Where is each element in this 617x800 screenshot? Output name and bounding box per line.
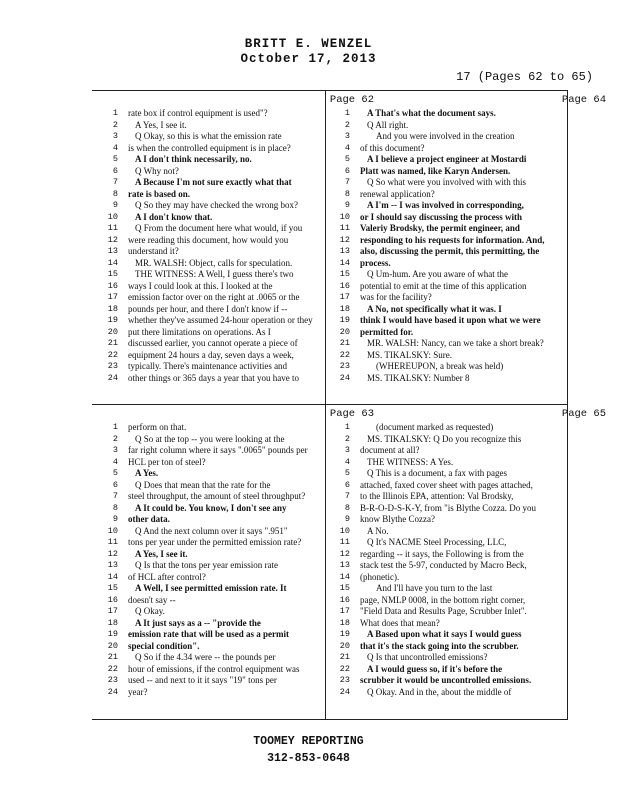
deposition-date: October 17, 2013: [240, 52, 377, 66]
line-text: to the Illinois EPA, attention: Val Brodsky,: [360, 491, 514, 501]
line-text: What does that mean?: [360, 617, 440, 628]
line-number: 12: [107, 548, 118, 559]
page-label: Page 62: [329, 94, 374, 106]
reporting-phone: 312-853-0648: [267, 752, 350, 765]
line-number: 16: [107, 280, 118, 291]
line-number: 22: [339, 663, 350, 674]
transcript-line: [332, 572, 612, 584]
line-text: Q From the document here what would, if you: [135, 223, 303, 233]
transcript-line: [332, 235, 612, 247]
transcript-line: [332, 652, 612, 664]
transcript-line: [332, 526, 612, 538]
line-number: 3: [112, 445, 118, 455]
line-number: 7: [112, 177, 118, 187]
line-text: A Well, I see permitted emission rate. It: [135, 583, 287, 593]
line-text: (phonetic).: [360, 571, 400, 582]
line-number: 13: [107, 246, 118, 256]
line-number: 11: [107, 537, 118, 547]
line-number: 4: [112, 456, 118, 467]
line-text: THE WITNESS: A Well, I guess there's two: [135, 269, 294, 279]
line-text: Q So what were you involved with with this: [367, 177, 526, 187]
line-number: 6: [344, 165, 350, 176]
line-text: Q Okay.: [135, 606, 165, 616]
line-number: 13: [339, 560, 350, 570]
line-number: 17: [107, 292, 118, 302]
transcript-line: [332, 373, 612, 385]
line-number: 21: [339, 652, 350, 662]
transcript-line: [332, 281, 612, 293]
line-number: 1: [344, 108, 350, 118]
line-number: 20: [339, 326, 350, 337]
transcript-line: [332, 200, 612, 212]
line-text: hour of emissions, if the control equipment was: [128, 663, 300, 674]
line-number: 13: [107, 560, 118, 570]
line-text: permitted for.: [360, 326, 414, 337]
line-text: scrubber it would be uncontrolled emissions.: [360, 675, 532, 685]
line-number: 3: [344, 445, 350, 455]
transcript-line: [332, 422, 612, 434]
line-number: 17: [107, 606, 118, 616]
line-number: 15: [107, 269, 118, 279]
line-text: A It could be. You know, I don't see any: [135, 502, 287, 513]
line-number: 1: [112, 108, 118, 118]
line-number: 24: [339, 686, 350, 697]
bottom-rule: [92, 719, 568, 720]
line-number: 17: [339, 606, 350, 616]
line-text: A I'm -- I was involved in corresponding,: [367, 200, 524, 210]
page-label: Page 64: [561, 94, 606, 106]
line-number: 22: [107, 349, 118, 360]
transcript-line: [332, 641, 612, 653]
line-number: 3: [112, 131, 118, 141]
line-text: stack test the 5-97, conducted by Macro Beck,: [360, 560, 527, 570]
transcript-line: [332, 560, 612, 572]
line-text: Platt was named, like Karyn Andersen.: [360, 165, 511, 176]
transcript-line: [332, 480, 612, 492]
line-number: 17: [339, 292, 350, 302]
line-text: that it's the stack going into the scrubber.: [360, 640, 519, 651]
line-number: 7: [344, 491, 350, 501]
line-number: 9: [344, 514, 350, 524]
line-text: renewal application?: [360, 188, 435, 199]
transcript-line: [332, 350, 612, 362]
line-text: A I believe a project engineer at Mostardi: [367, 154, 527, 164]
line-number: 24: [107, 686, 118, 697]
transcript-line: [332, 445, 612, 457]
line-number: 14: [107, 257, 118, 268]
line-text: know Blythe Cozza?: [360, 514, 435, 524]
line-number: 12: [339, 548, 350, 559]
transcript-line: [332, 618, 612, 630]
line-number: 6: [112, 479, 118, 490]
line-text: also, discussing the permit, this permitting, the: [360, 246, 540, 256]
line-text: MR. WALSH: Nancy, can we take a short break?: [367, 338, 544, 348]
line-text: A Yes.: [135, 468, 159, 478]
transcript-line: [332, 606, 612, 618]
transcript-page-65: [332, 406, 612, 710]
line-number: 12: [339, 234, 350, 245]
line-text: Q Okay, so this is what the emission rate: [135, 131, 282, 141]
line-text: A That's what the document says.: [367, 108, 496, 118]
line-number: 11: [339, 223, 350, 233]
line-text: whether they've assumed 24-hour operation or they: [128, 315, 313, 325]
line-number: 6: [344, 479, 350, 490]
line-number: 23: [107, 675, 118, 685]
line-number: 16: [339, 594, 350, 605]
line-text: ways I could look at this. I looked at the: [128, 280, 273, 291]
line-text: MS. TIKALSKY: Q Do you recognize this: [367, 433, 522, 444]
line-number: 5: [344, 154, 350, 164]
transcript-line: [332, 664, 612, 676]
line-text: Q So they may have checked the wrong box?: [135, 200, 298, 210]
line-number: 14: [339, 571, 350, 582]
line-text: Q All right.: [367, 119, 409, 130]
line-text: doesn't say --: [128, 594, 176, 605]
line-text: special condition".: [128, 640, 200, 651]
line-number: 18: [339, 617, 350, 628]
line-number: 1: [112, 422, 118, 432]
line-text: process.: [360, 257, 391, 268]
line-number: 15: [107, 583, 118, 593]
line-text: Q Is that uncontrolled emissions?: [367, 652, 488, 662]
transcript-line: [332, 583, 612, 595]
line-text: Q It's NACME Steel Processing, LLC,: [367, 537, 507, 547]
line-text: rate box if control equipment is used"?: [128, 108, 268, 118]
line-text: was for the facility?: [360, 292, 432, 302]
transcript-line: [332, 457, 612, 469]
line-number: 4: [112, 142, 118, 153]
line-number: 8: [344, 188, 350, 199]
line-number: 23: [339, 675, 350, 685]
transcript-line: [332, 514, 612, 526]
line-number: 22: [339, 349, 350, 360]
line-text: used -- and next to it it says "19" tons per: [128, 675, 277, 685]
line-text: perform on that.: [128, 422, 187, 432]
transcript-line: [332, 258, 612, 270]
line-text: Q And the next column over it says ".951": [135, 525, 288, 536]
line-text: A I don't think necessarily, no.: [135, 154, 252, 164]
line-text: Q Is that the tons per year emission rate: [135, 560, 278, 570]
line-text: regarding -- it says, the Following is from the: [360, 548, 524, 559]
line-text: "Field Data and Results Page, Scrubber Inlet".: [360, 606, 527, 616]
line-text: emission factor over on the right at .0065 or the: [128, 292, 300, 302]
line-text: other data.: [128, 514, 170, 524]
line-text: A Based upon what it says I would guess: [367, 629, 522, 639]
page-range: 17 (Pages 62 to 65): [456, 70, 593, 84]
line-text: THE WITNESS: A Yes.: [367, 456, 454, 467]
transcript-line: [332, 434, 612, 446]
line-text: equipment 24 hours a day, seven days a week,: [128, 349, 294, 360]
line-text: A Yes, I see it.: [135, 119, 187, 130]
line-text: put there limitations on operations. As I: [128, 326, 271, 337]
top-rule: [92, 90, 568, 91]
line-text: (document marked as requested): [376, 422, 494, 432]
line-number: 15: [339, 269, 350, 279]
line-number: 9: [112, 514, 118, 524]
transcript-line: [332, 189, 612, 201]
line-text: (WHEREUPON, a break was held): [376, 361, 504, 371]
line-number: 12: [107, 234, 118, 245]
line-number: 18: [107, 617, 118, 628]
line-number: 10: [339, 211, 350, 222]
line-text: A It just says as a -- "provide the: [135, 617, 261, 628]
transcript-line: [332, 292, 612, 304]
line-number: 8: [112, 188, 118, 199]
transcript-line: [332, 177, 612, 189]
line-text: steel throughput, the amount of steel throughput?: [128, 491, 306, 501]
line-number: 2: [344, 119, 350, 130]
line-text: B-R-O-D-S-K-Y, from "is Blythe Cozza. Do you: [360, 502, 536, 513]
line-text: potential to emit at the time of this application: [360, 280, 527, 291]
transcript-line: [332, 468, 612, 480]
line-number: 20: [339, 640, 350, 651]
line-text: document at all?: [360, 445, 420, 455]
line-number: 7: [112, 491, 118, 501]
line-text: A Because I'm not sure exactly what that: [135, 177, 292, 187]
line-number: 20: [107, 640, 118, 651]
line-number: 2: [344, 433, 350, 444]
line-text: were reading this document, how would you: [128, 234, 289, 245]
line-text: pounds per hour, and there I don't know if --: [128, 303, 288, 314]
line-number: 18: [339, 303, 350, 314]
line-number: 4: [344, 456, 350, 467]
transcript-line: [332, 166, 612, 178]
transcript-line: [332, 120, 612, 132]
transcript-line: [332, 629, 612, 641]
line-text: other things or 365 days a year that you have to: [128, 372, 299, 383]
line-number: 5: [112, 154, 118, 164]
line-number: 2: [112, 119, 118, 130]
line-number: 16: [107, 594, 118, 605]
line-text: understand it?: [128, 246, 179, 256]
line-number: 21: [339, 338, 350, 348]
line-number: 3: [344, 131, 350, 141]
line-number: 7: [344, 177, 350, 187]
line-text: Valeriy Brodsky, the permit engineer, and: [360, 223, 520, 233]
line-text: MS. TIKALSKY: Sure.: [367, 349, 453, 360]
line-number: 11: [107, 223, 118, 233]
transcript-line: [332, 315, 612, 327]
line-number: 1: [344, 422, 350, 432]
transcript-line: [332, 269, 612, 281]
transcript-line: [332, 223, 612, 235]
line-text: Q Why not?: [135, 165, 179, 176]
line-number: 23: [339, 361, 350, 371]
line-number: 14: [339, 257, 350, 268]
transcript-line: [332, 491, 612, 503]
line-text: Q This is a document, a fax with pages: [367, 468, 508, 478]
line-number: 19: [339, 315, 350, 325]
transcript-line: [332, 338, 612, 350]
line-number: 5: [112, 468, 118, 478]
line-text: or I should say discussing the process with: [360, 211, 522, 222]
line-text: And you were involved in the creation: [376, 131, 515, 141]
line-text: year?: [128, 686, 148, 697]
line-number: 6: [112, 165, 118, 176]
page-label: Page 65: [561, 408, 606, 420]
line-number: 10: [107, 525, 118, 536]
line-text: A I would guess so, if it's before the: [367, 663, 503, 674]
line-number: 9: [112, 200, 118, 210]
line-text: MS. TIKALSKY: Number 8: [367, 372, 470, 383]
line-text: MR. WALSH: Object, calls for speculation.: [135, 257, 293, 268]
deponent-name: BRITT E. WENZEL: [244, 37, 373, 51]
line-number: 8: [112, 502, 118, 513]
line-text: responding to his requests for information. And,: [360, 234, 545, 245]
line-number: 21: [107, 652, 118, 662]
line-text: Q Does that mean that the rate for the: [135, 479, 271, 490]
line-number: 11: [339, 537, 350, 547]
transcript-line: [332, 549, 612, 561]
line-number: 21: [107, 338, 118, 348]
middle-rule: [92, 404, 568, 405]
line-number: 16: [339, 280, 350, 291]
line-number: 19: [339, 629, 350, 639]
transcript-line: [332, 108, 612, 120]
transcript-line: [332, 212, 612, 224]
line-number: 23: [107, 361, 118, 371]
line-number: 10: [339, 525, 350, 536]
transcript-line: [332, 304, 612, 316]
line-number: 24: [339, 372, 350, 383]
transcript-line: [332, 246, 612, 258]
line-text: of HCL after control?: [128, 571, 206, 582]
line-number: 10: [107, 211, 118, 222]
line-number: 19: [107, 629, 118, 639]
page-label: Page 63: [329, 408, 374, 420]
line-number: 13: [339, 246, 350, 256]
line-text: A Yes, I see it.: [135, 548, 188, 559]
line-text: attached, faxed cover sheet with pages attached,: [360, 479, 533, 490]
transcript-line: [332, 143, 612, 155]
line-text: A No.: [367, 525, 389, 536]
line-number: 2: [112, 433, 118, 444]
line-number: 19: [107, 315, 118, 325]
line-number: 9: [344, 200, 350, 210]
line-text: Q So at the top -- you were looking at the: [135, 433, 285, 444]
line-number: 4: [344, 142, 350, 153]
line-text: of this document?: [360, 142, 425, 153]
transcript-line: [332, 327, 612, 339]
transcript-page-64: [332, 92, 612, 396]
line-text: Q So if the 4.34 were -- the pounds per: [135, 652, 276, 662]
line-text: far right column where it says ".0065" pounds per: [128, 445, 308, 455]
line-text: A No, not specifically what it was. I: [367, 303, 502, 314]
line-text: tons per year under the permitted emission rate?: [128, 537, 302, 547]
transcript-line: [332, 154, 612, 166]
line-number: 8: [344, 502, 350, 513]
transcript-line: [332, 687, 612, 699]
line-text: A I don't know that.: [135, 211, 213, 222]
transcript-line: [332, 361, 612, 373]
transcript-line: [332, 131, 612, 143]
line-number: 20: [107, 326, 118, 337]
line-text: Q Um-hum. Are you aware of what the: [367, 269, 508, 279]
line-number: 24: [107, 372, 118, 383]
reporting-company: TOOMEY REPORTING: [253, 735, 364, 748]
line-number: 22: [107, 663, 118, 674]
line-text: is when the controlled equipment is in place?: [128, 142, 291, 153]
line-number: 15: [339, 583, 350, 593]
line-number: 14: [107, 571, 118, 582]
transcript-line: [332, 503, 612, 515]
line-number: 5: [344, 468, 350, 478]
line-text: discussed earlier, you cannot operate a piece of: [128, 338, 298, 348]
line-text: page, NMLP 0008, in the bottom right corner,: [360, 594, 526, 605]
line-text: think I would have based it upon what we were: [360, 315, 541, 325]
line-text: HCL per ton of steel?: [128, 456, 206, 467]
line-text: rate is based on.: [128, 188, 191, 199]
line-number: 18: [107, 303, 118, 314]
line-text: emission rate that will be used as a permit: [128, 629, 289, 639]
transcript-line: [332, 595, 612, 607]
transcript-line: [332, 537, 612, 549]
line-text: typically. There's maintenance activities and: [128, 361, 288, 371]
line-text: And I'll have you turn to the last: [376, 583, 493, 593]
transcript-line: [332, 675, 612, 687]
line-text: Q Okay. And in the, about the middle of: [367, 686, 512, 697]
